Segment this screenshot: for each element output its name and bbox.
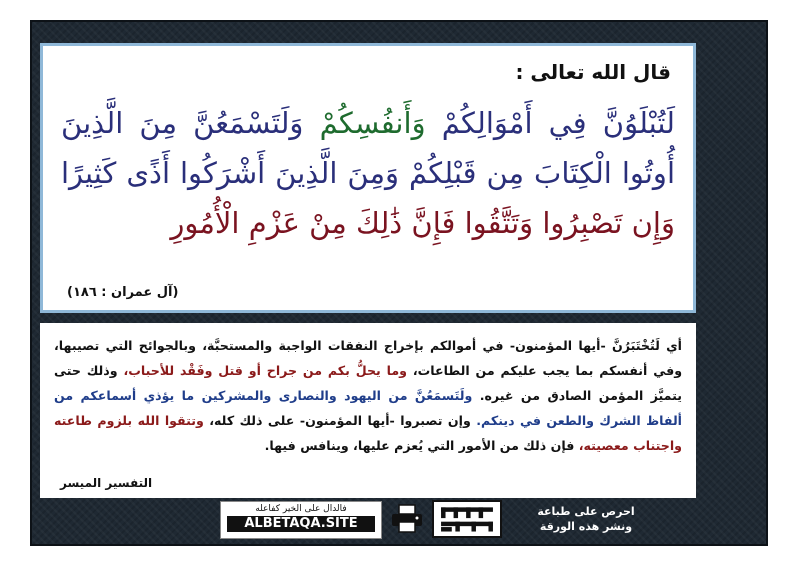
verse-reference: (آل عمران : ١٨٦) bbox=[67, 285, 179, 300]
quran-verse bbox=[61, 98, 675, 248]
verse-part-3: وَلَتَسْمَعُنَّ مِنَ الَّذِينَ أُوتُوا الْكِتَابَ مِن قَبْلِكُمْ وَمِنَ الَّذِينَ أَشْرَكُوا أَذًى كَثِيرًا bbox=[61, 106, 675, 190]
tafsir-part-5: وإن تصبروا -أيها المؤمنون- على ذلك كله، bbox=[209, 413, 471, 428]
footer bbox=[70, 500, 666, 540]
site-tagline: فالدال على الخير كفاعله bbox=[255, 504, 347, 514]
site-box bbox=[220, 501, 382, 539]
verse-panel bbox=[40, 43, 696, 313]
tafsir-part-1: أي لَتُخْتَبَرُنَّ -أيها المؤمنون- في أموالكم بإخراج النفقات الواجبة والمستحبَّة، وبالجوائح التي تصيبها، وفي أنفسكم بما يجب عليكم من الطاعات، bbox=[54, 338, 683, 378]
verse-part-1: لَتُبْلَوُنَّ فِي أَمْوَالِكُمْ bbox=[441, 106, 676, 140]
tafsir-part-7: فإن ذلك من الأمور التي يُعزم عليها، وينافس فيها. bbox=[264, 438, 575, 453]
tafsir-part-6: وتتقوا الله بلزوم طاعته واجتناب معصيته، bbox=[54, 413, 682, 453]
tafsir-part-3: وذلك حتى يتميَّز المؤمن الصادق من غيره. bbox=[54, 363, 682, 403]
tafsir-part-2: وما يحلُّ بكم من جراح أو قتل وفَقْد للأحباب، bbox=[123, 363, 407, 378]
verse-intro: قال الله تعالى : bbox=[515, 60, 671, 84]
printer-icon bbox=[390, 504, 424, 534]
logo bbox=[432, 500, 502, 538]
verse-part-2: وَأَنفُسِكُمْ bbox=[319, 106, 426, 140]
slogan-line-2: ونشر هذه الورقة bbox=[539, 520, 633, 533]
tafsir-panel bbox=[40, 323, 696, 498]
slogan bbox=[526, 504, 646, 534]
site-url[interactable]: ALBETAQA.SITE bbox=[227, 516, 375, 532]
verse-part-4: وَإِن تَصْبِرُوا وَتَتَّقُوا فَإِنَّ ذَٰلِكَ مِنْ عَزْمِ الْأُمُورِ bbox=[170, 206, 675, 240]
tafsir-source: التفسير الميسر bbox=[60, 476, 153, 490]
tafsir-part-4: ولَتَسمَعُنَّ من اليهود والنصارى والمشركين ما يؤذي أسماعكم من ألفاظ الشرك والطعن في دينكم. bbox=[54, 388, 682, 428]
slogan-line-1: احرص على طباعة bbox=[537, 505, 635, 518]
tafsir-text bbox=[54, 333, 682, 458]
